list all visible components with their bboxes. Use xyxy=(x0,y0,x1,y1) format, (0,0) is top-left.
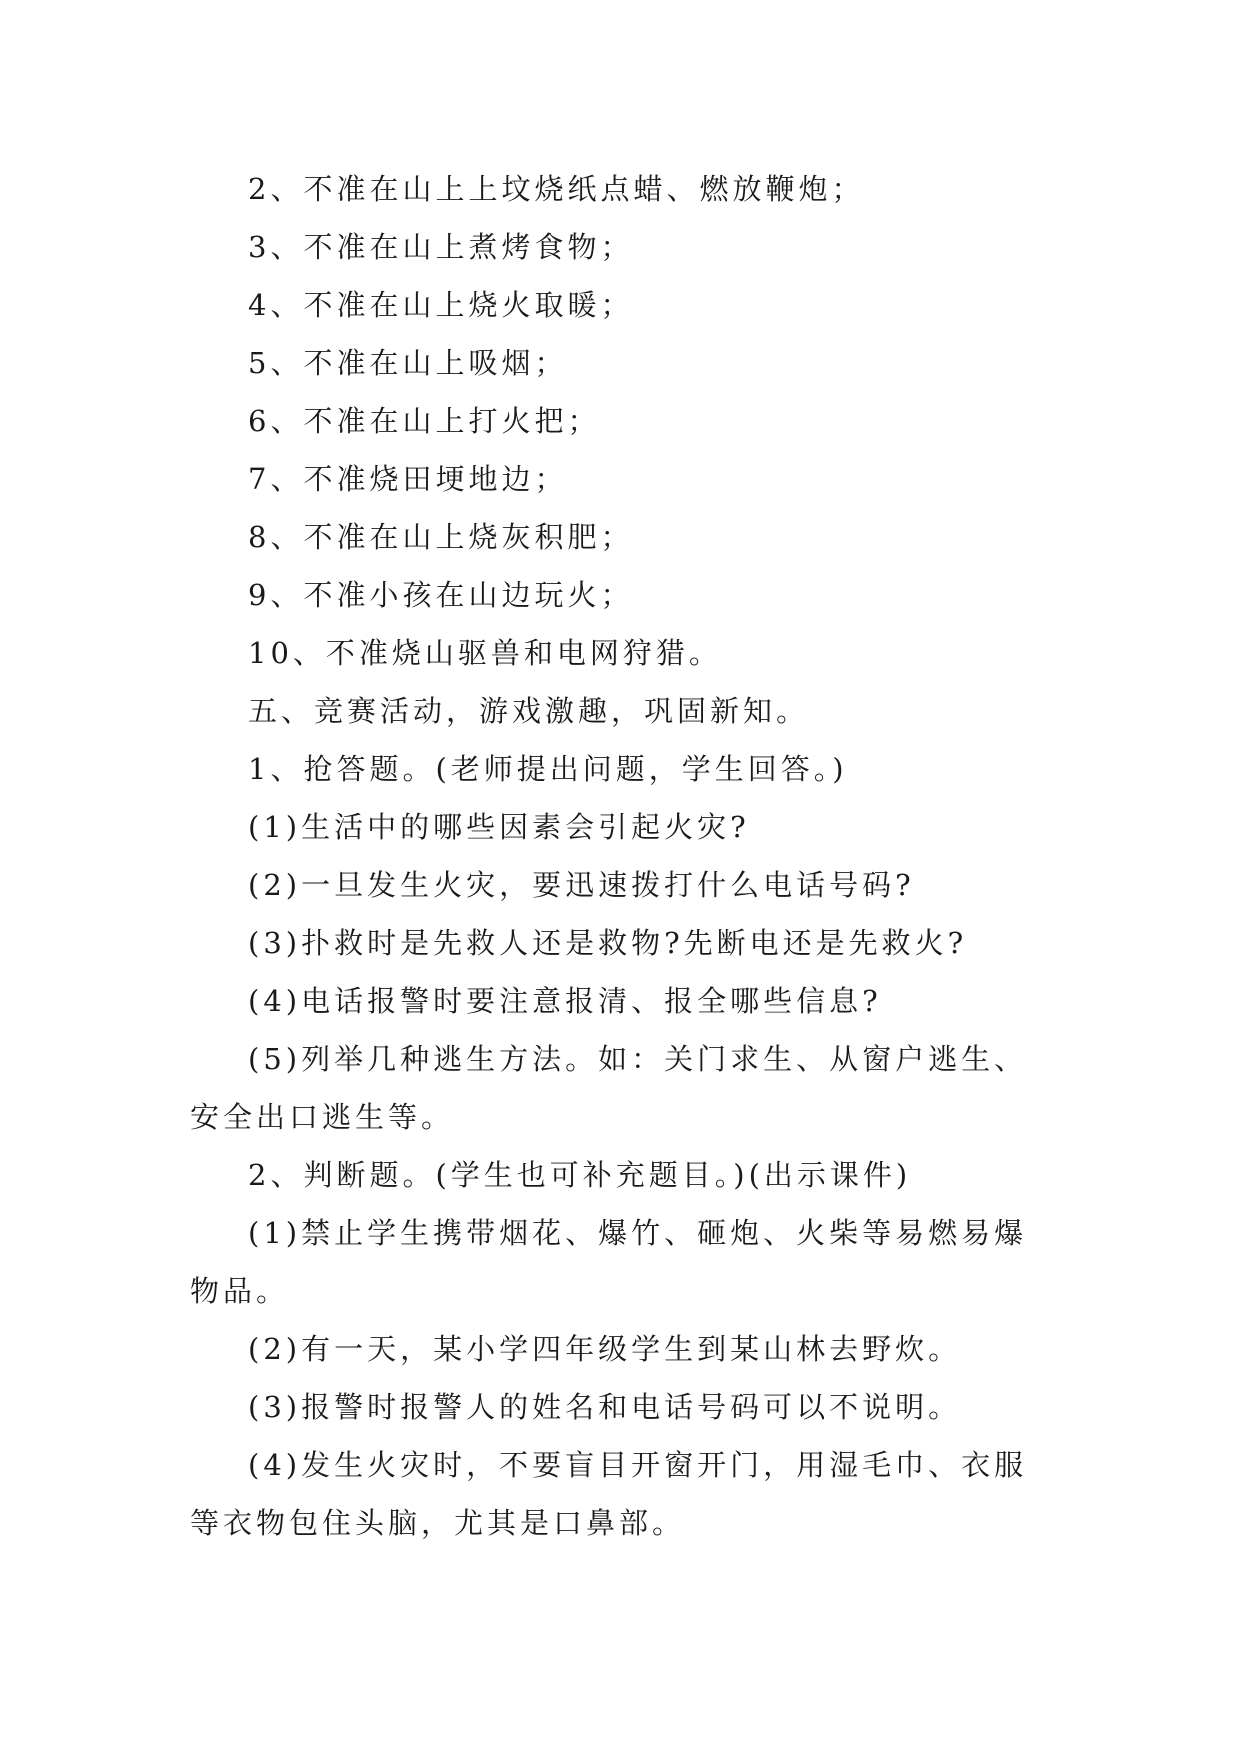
judgment-item-1: (1)禁止学生携带烟花、爆竹、砸炮、火柴等易燃易爆物品。 xyxy=(190,1216,1028,1308)
quiz-question-1: (1)生活中的哪些因素会引起火灾? xyxy=(248,810,750,844)
paragraph-rule-7: 7、不准烧田埂地边； xyxy=(248,462,568,496)
judgment-item-3: (3)报警时报警人的姓名和电话号码可以不说明。 xyxy=(248,1390,962,1424)
quiz-question-3: (3)扑救时是先救人还是救物?先断电还是先救火? xyxy=(248,926,968,960)
quiz-question-4: (4)电话报警时要注意报清、报全哪些信息? xyxy=(248,984,882,1018)
quiz-question-5: (5)列举几种逃生方法。如：关门求生、从窗户逃生、安全出口逃生等。 xyxy=(190,1042,1028,1134)
quiz-question-2: (2)一旦发生火灾，要迅速拨打什么电话号码? xyxy=(248,868,915,902)
judgment-heading: 2、判断题。(学生也可补充题目。)(出示课件) xyxy=(248,1158,912,1192)
quiz-heading: 1、抢答题。(老师提出问题，学生回答。) xyxy=(248,752,848,786)
paragraph-rule-2: 2、不准在山上上坟烧纸点蜡、燃放鞭炮； xyxy=(248,172,865,206)
judgment-item-4: (4)发生火灾时，不要盲目开窗开门，用湿毛巾、衣服等衣物包住头脑，尤其是口鼻部。 xyxy=(190,1448,1028,1540)
paragraph-rule-10: 10、不准烧山驱兽和电网狩猎。 xyxy=(248,636,722,670)
paragraph-rule-9: 9、不准小孩在山边玩火； xyxy=(248,578,634,612)
paragraph-rule-5: 5、不准在山上吸烟； xyxy=(248,346,568,380)
paragraph-rule-6: 6、不准在山上打火把； xyxy=(248,404,601,438)
paragraph-rule-3: 3、不准在山上煮烤食物； xyxy=(248,230,634,264)
document-body xyxy=(190,160,1050,1552)
section-heading-5: 五、竞赛活动，游戏激趣，巩固新知。 xyxy=(248,694,810,728)
paragraph-rule-4: 4、不准在山上烧火取暖； xyxy=(248,288,634,322)
judgment-item-2: (2)有一天，某小学四年级学生到某山林去野炊。 xyxy=(248,1332,962,1366)
paragraph-rule-8: 8、不准在山上烧灰积肥； xyxy=(248,520,634,554)
